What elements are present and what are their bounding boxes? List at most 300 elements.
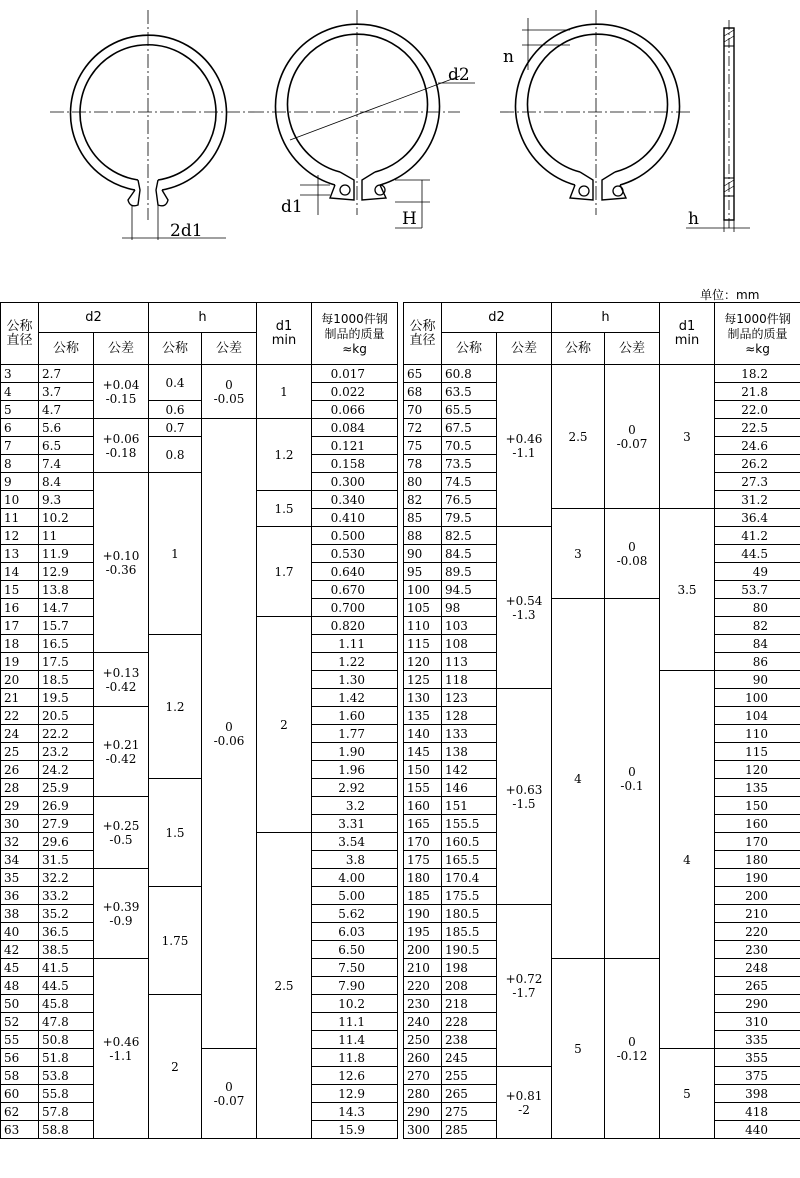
mass-cell: 7.50 xyxy=(312,959,398,977)
mass-cell: 355 xyxy=(715,1049,800,1067)
header-d1-min: min xyxy=(674,332,700,348)
diameter-cell: 88 xyxy=(404,527,442,545)
label-H: H xyxy=(402,209,417,229)
diameter-cell: 280 xyxy=(404,1085,442,1103)
diameter-cell: 11 xyxy=(1,509,39,527)
diameter-cell: 22 xyxy=(1,707,39,725)
h-nominal-cell: 3 xyxy=(552,509,605,599)
mass-cell: 3.54 xyxy=(312,833,398,851)
spec-table-left xyxy=(0,302,398,1139)
header-d1 xyxy=(660,303,715,365)
table-row xyxy=(1,635,398,653)
diameter-cell: 185 xyxy=(404,887,442,905)
diameter-cell: 65 xyxy=(404,365,442,383)
table-row xyxy=(1,419,398,437)
d1-cell: 4 xyxy=(660,671,715,1049)
d2-nominal-cell: 208 xyxy=(442,977,497,995)
diameter-cell: 3 xyxy=(1,365,39,383)
table-row xyxy=(1,887,398,905)
header-d2-tolerance: 公差 xyxy=(94,333,149,365)
d2-nominal-cell: 3.7 xyxy=(39,383,94,401)
mass-cell: 12.9 xyxy=(312,1085,398,1103)
d2-nominal-cell: 45.8 xyxy=(39,995,94,1013)
d2-nominal-cell: 76.5 xyxy=(442,491,497,509)
mass-cell: 84 xyxy=(715,635,800,653)
header-d2-nominal: 公称 xyxy=(442,333,497,365)
diameter-cell: 13 xyxy=(1,545,39,563)
diameter-cell: 180 xyxy=(404,869,442,887)
diameter-cell: 260 xyxy=(404,1049,442,1067)
diameter-cell: 220 xyxy=(404,977,442,995)
mass-cell: 110 xyxy=(715,725,800,743)
d2-nominal-cell: 50.8 xyxy=(39,1031,94,1049)
diameter-cell: 5 xyxy=(1,401,39,419)
d2-nominal-cell: 79.5 xyxy=(442,509,497,527)
d2-nominal-cell: 53.8 xyxy=(39,1067,94,1085)
d2-nominal-cell: 146 xyxy=(442,779,497,797)
d2-tolerance-cell: +0.21 -0.42 xyxy=(94,707,149,797)
d2-nominal-cell: 13.8 xyxy=(39,581,94,599)
mass-cell: 150 xyxy=(715,797,800,815)
mass-cell: 0.084 xyxy=(312,419,398,437)
diameter-cell: 56 xyxy=(1,1049,39,1067)
mass-cell: 86 xyxy=(715,653,800,671)
header-mass: 每1000件钢 制品的质量 ≈kg xyxy=(715,303,800,365)
header-h: h xyxy=(149,303,257,333)
mass-cell: 11.4 xyxy=(312,1031,398,1049)
d2-nominal-cell: 7.4 xyxy=(39,455,94,473)
diameter-cell: 140 xyxy=(404,725,442,743)
d2-nominal-cell: 33.2 xyxy=(39,887,94,905)
d2-tolerance-cell: +0.06 -0.18 xyxy=(94,419,149,473)
diameter-cell: 240 xyxy=(404,1013,442,1031)
d2-tolerance-cell: +0.25 -0.5 xyxy=(94,797,149,869)
mass-cell: 200 xyxy=(715,887,800,905)
mass-cell: 170 xyxy=(715,833,800,851)
diameter-cell: 63 xyxy=(1,1121,39,1139)
d2-nominal-cell: 11.9 xyxy=(39,545,94,563)
diameter-cell: 100 xyxy=(404,581,442,599)
header-d1-symbol: d1 xyxy=(678,318,696,334)
mass-cell: 0.017 xyxy=(312,365,398,383)
d2-nominal-cell: 8.4 xyxy=(39,473,94,491)
d2-nominal-cell: 170.4 xyxy=(442,869,497,887)
h-tolerance-cell: 0 -0.07 xyxy=(202,1049,257,1139)
mass-cell: 5.62 xyxy=(312,905,398,923)
mass-cell: 10.2 xyxy=(312,995,398,1013)
mass-cell: 230 xyxy=(715,941,800,959)
h-nominal-cell: 2.5 xyxy=(552,365,605,509)
d2-tolerance-cell: +0.10 -0.36 xyxy=(94,473,149,653)
mass-cell: 310 xyxy=(715,1013,800,1031)
d1-cell: 1.7 xyxy=(257,527,312,617)
d2-nominal-cell: 4.7 xyxy=(39,401,94,419)
diameter-cell: 10 xyxy=(1,491,39,509)
d2-nominal-cell: 84.5 xyxy=(442,545,497,563)
d2-nominal-cell: 82.5 xyxy=(442,527,497,545)
mass-cell: 0.530 xyxy=(312,545,398,563)
d2-nominal-cell: 10.2 xyxy=(39,509,94,527)
d1-cell: 1.5 xyxy=(257,491,312,527)
mass-cell: 1.96 xyxy=(312,761,398,779)
header-d2: d2 xyxy=(442,303,552,333)
mass-cell: 44.5 xyxy=(715,545,800,563)
ring-drawing-3 xyxy=(500,10,690,215)
h-nominal-cell: 1 xyxy=(149,473,202,635)
table-row xyxy=(1,779,398,797)
technical-drawing xyxy=(0,0,800,260)
d2-nominal-cell: 23.2 xyxy=(39,743,94,761)
diameter-cell: 68 xyxy=(404,383,442,401)
mass-cell: 210 xyxy=(715,905,800,923)
diameter-cell: 24 xyxy=(1,725,39,743)
d2-nominal-cell: 67.5 xyxy=(442,419,497,437)
d2-nominal-cell: 19.5 xyxy=(39,689,94,707)
header-mass: 每1000件钢 制品的质量 ≈kg xyxy=(312,303,398,365)
mass-cell: 36.4 xyxy=(715,509,800,527)
mass-cell: 0.670 xyxy=(312,581,398,599)
d2-nominal-cell: 98 xyxy=(442,599,497,617)
diameter-cell: 15 xyxy=(1,581,39,599)
diameter-cell: 58 xyxy=(1,1067,39,1085)
d2-tolerance-cell: +0.81 -2 xyxy=(497,1067,552,1139)
d2-nominal-cell: 255 xyxy=(442,1067,497,1085)
d2-tolerance-cell: +0.13 -0.42 xyxy=(94,653,149,707)
header-h-nominal: 公称 xyxy=(149,333,202,365)
mass-cell: 0.022 xyxy=(312,383,398,401)
d2-tolerance-cell: +0.04 -0.15 xyxy=(94,365,149,419)
d2-nominal-cell: 108 xyxy=(442,635,497,653)
diameter-cell: 175 xyxy=(404,851,442,869)
diameter-cell: 75 xyxy=(404,437,442,455)
d2-nominal-cell: 65.5 xyxy=(442,401,497,419)
h-nominal-cell: 1.75 xyxy=(149,887,202,995)
d2-nominal-cell: 245 xyxy=(442,1049,497,1067)
mass-cell: 0.410 xyxy=(312,509,398,527)
diameter-cell: 4 xyxy=(1,383,39,401)
mass-cell: 0.700 xyxy=(312,599,398,617)
d2-nominal-cell: 190.5 xyxy=(442,941,497,959)
h-tolerance-cell: 0 -0.07 xyxy=(605,365,660,509)
diameter-cell: 25 xyxy=(1,743,39,761)
h-nominal-cell: 1.2 xyxy=(149,635,202,779)
d2-nominal-cell: 165.5 xyxy=(442,851,497,869)
d2-nominal-cell: 94.5 xyxy=(442,581,497,599)
d2-nominal-cell: 31.5 xyxy=(39,851,94,869)
d2-nominal-cell: 29.6 xyxy=(39,833,94,851)
mass-cell: 18.2 xyxy=(715,365,800,383)
h-nominal-cell: 0.4 xyxy=(149,365,202,401)
d2-nominal-cell: 26.9 xyxy=(39,797,94,815)
d2-nominal-cell: 9.3 xyxy=(39,491,94,509)
d2-nominal-cell: 265 xyxy=(442,1085,497,1103)
diameter-cell: 120 xyxy=(404,653,442,671)
mass-cell: 3.31 xyxy=(312,815,398,833)
header-d2: d2 xyxy=(39,303,149,333)
mass-cell: 135 xyxy=(715,779,800,797)
d1-cell: 3.5 xyxy=(660,509,715,671)
d2-nominal-cell: 2.7 xyxy=(39,365,94,383)
diameter-cell: 95 xyxy=(404,563,442,581)
h-nominal-cell: 4 xyxy=(552,599,605,959)
d2-nominal-cell: 63.5 xyxy=(442,383,497,401)
diameter-cell: 195 xyxy=(404,923,442,941)
d2-nominal-cell: 133 xyxy=(442,725,497,743)
diameter-cell: 70 xyxy=(404,401,442,419)
diameter-cell: 17 xyxy=(1,617,39,635)
d1-cell: 1 xyxy=(257,365,312,419)
diameter-cell: 9 xyxy=(1,473,39,491)
diameter-cell: 170 xyxy=(404,833,442,851)
d2-nominal-cell: 74.5 xyxy=(442,473,497,491)
diameter-cell: 110 xyxy=(404,617,442,635)
d2-nominal-cell: 155.5 xyxy=(442,815,497,833)
table-row xyxy=(404,509,800,527)
mass-cell: 1.60 xyxy=(312,707,398,725)
mass-cell: 0.300 xyxy=(312,473,398,491)
d1-cell: 3 xyxy=(660,365,715,509)
d2-nominal-cell: 73.5 xyxy=(442,455,497,473)
diameter-cell: 130 xyxy=(404,689,442,707)
diameter-cell: 90 xyxy=(404,545,442,563)
mass-cell: 180 xyxy=(715,851,800,869)
h-nominal-cell: 0.7 xyxy=(149,419,202,437)
d2-nominal-cell: 18.5 xyxy=(39,671,94,689)
diameter-cell: 34 xyxy=(1,851,39,869)
mass-cell: 0.640 xyxy=(312,563,398,581)
h-nominal-cell: 1.5 xyxy=(149,779,202,887)
diameter-cell: 12 xyxy=(1,527,39,545)
d2-nominal-cell: 89.5 xyxy=(442,563,497,581)
diameter-cell: 28 xyxy=(1,779,39,797)
mass-cell: 24.6 xyxy=(715,437,800,455)
h-tolerance-cell: 0 -0.06 xyxy=(202,419,257,1049)
diameter-cell: 125 xyxy=(404,671,442,689)
d2-tolerance-cell: +0.46 -1.1 xyxy=(497,365,552,527)
header-nominal-diameter: 公称 直径 xyxy=(404,303,442,365)
diameter-cell: 55 xyxy=(1,1031,39,1049)
d2-nominal-cell: 24.2 xyxy=(39,761,94,779)
table-row xyxy=(1,365,398,383)
mass-cell: 82 xyxy=(715,617,800,635)
d2-nominal-cell: 160.5 xyxy=(442,833,497,851)
ring-drawing-2 xyxy=(250,10,475,228)
h-tolerance-cell: 0 -0.08 xyxy=(605,509,660,599)
diameter-cell: 32 xyxy=(1,833,39,851)
mass-cell: 1.42 xyxy=(312,689,398,707)
header-h: h xyxy=(552,303,660,333)
mass-cell: 115 xyxy=(715,743,800,761)
header-d2-nominal: 公称 xyxy=(39,333,94,365)
diameter-cell: 105 xyxy=(404,599,442,617)
diameter-cell: 42 xyxy=(1,941,39,959)
d2-nominal-cell: 128 xyxy=(442,707,497,725)
mass-cell: 22.0 xyxy=(715,401,800,419)
diameter-cell: 270 xyxy=(404,1067,442,1085)
d2-nominal-cell: 36.5 xyxy=(39,923,94,941)
mass-cell: 15.9 xyxy=(312,1121,398,1139)
diameter-cell: 62 xyxy=(1,1103,39,1121)
diameter-cell: 165 xyxy=(404,815,442,833)
d2-nominal-cell: 14.7 xyxy=(39,599,94,617)
d2-nominal-cell: 123 xyxy=(442,689,497,707)
diameter-cell: 16 xyxy=(1,599,39,617)
h-nominal-cell: 5 xyxy=(552,959,605,1139)
d2-tolerance-cell: +0.63 -1.5 xyxy=(497,689,552,905)
mass-cell: 0.121 xyxy=(312,437,398,455)
d2-nominal-cell: 22.2 xyxy=(39,725,94,743)
d2-nominal-cell: 185.5 xyxy=(442,923,497,941)
table-row xyxy=(404,365,800,383)
d2-nominal-cell: 17.5 xyxy=(39,653,94,671)
mass-cell: 375 xyxy=(715,1067,800,1085)
h-tolerance-cell: 0 -0.12 xyxy=(605,959,660,1139)
d2-nominal-cell: 41.5 xyxy=(39,959,94,977)
d2-nominal-cell: 35.2 xyxy=(39,905,94,923)
diameter-cell: 36 xyxy=(1,887,39,905)
diameter-cell: 72 xyxy=(404,419,442,437)
label-n: n xyxy=(503,47,514,67)
mass-cell: 418 xyxy=(715,1103,800,1121)
d2-nominal-cell: 228 xyxy=(442,1013,497,1031)
header-d1-symbol: d1 xyxy=(275,318,293,334)
unit-label: 单位：mm xyxy=(700,288,760,302)
mass-cell: 14.3 xyxy=(312,1103,398,1121)
diameter-cell: 60 xyxy=(1,1085,39,1103)
d2-tolerance-cell: +0.39 -0.9 xyxy=(94,869,149,959)
mass-cell: 1.77 xyxy=(312,725,398,743)
diameter-cell: 38 xyxy=(1,905,39,923)
diameter-cell: 50 xyxy=(1,995,39,1013)
mass-cell: 53.7 xyxy=(715,581,800,599)
diameter-cell: 18 xyxy=(1,635,39,653)
diameter-cell: 52 xyxy=(1,1013,39,1031)
mass-cell: 248 xyxy=(715,959,800,977)
diameter-cell: 150 xyxy=(404,761,442,779)
diameter-cell: 78 xyxy=(404,455,442,473)
d2-nominal-cell: 5.6 xyxy=(39,419,94,437)
d2-nominal-cell: 6.5 xyxy=(39,437,94,455)
d2-nominal-cell: 218 xyxy=(442,995,497,1013)
diameter-cell: 21 xyxy=(1,689,39,707)
d2-nominal-cell: 58.8 xyxy=(39,1121,94,1139)
diameter-cell: 35 xyxy=(1,869,39,887)
mass-cell: 90 xyxy=(715,671,800,689)
diameter-cell: 230 xyxy=(404,995,442,1013)
h-nominal-cell: 0.6 xyxy=(149,401,202,419)
d2-nominal-cell: 175.5 xyxy=(442,887,497,905)
h-tolerance-cell: 0 -0.1 xyxy=(605,599,660,959)
d2-nominal-cell: 57.8 xyxy=(39,1103,94,1121)
mass-cell: 265 xyxy=(715,977,800,995)
d2-nominal-cell: 55.8 xyxy=(39,1085,94,1103)
d2-nominal-cell: 60.8 xyxy=(442,365,497,383)
label-2d1: 2d1 xyxy=(170,221,203,241)
mass-cell: 335 xyxy=(715,1031,800,1049)
mass-cell: 398 xyxy=(715,1085,800,1103)
mass-cell: 1.11 xyxy=(312,635,398,653)
d1-cell: 5 xyxy=(660,1049,715,1139)
mass-cell: 3.8 xyxy=(312,851,398,869)
d1-cell: 2.5 xyxy=(257,833,312,1139)
diameter-cell: 290 xyxy=(404,1103,442,1121)
d2-nominal-cell: 275 xyxy=(442,1103,497,1121)
mass-cell: 41.2 xyxy=(715,527,800,545)
mass-cell: 1.22 xyxy=(312,653,398,671)
h-nominal-cell: 2 xyxy=(149,995,202,1139)
diameter-cell: 45 xyxy=(1,959,39,977)
side-view-drawing xyxy=(686,20,750,232)
header-d1 xyxy=(257,303,312,365)
diameter-cell: 20 xyxy=(1,671,39,689)
d2-nominal-cell: 103 xyxy=(442,617,497,635)
mass-cell: 26.2 xyxy=(715,455,800,473)
d2-nominal-cell: 20.5 xyxy=(39,707,94,725)
d2-tolerance-cell: +0.72 -1.7 xyxy=(497,905,552,1067)
spec-table-right xyxy=(403,302,800,1139)
header-h-nominal: 公称 xyxy=(552,333,605,365)
mass-cell: 120 xyxy=(715,761,800,779)
mass-cell: 11.1 xyxy=(312,1013,398,1031)
mass-cell: 27.3 xyxy=(715,473,800,491)
d2-nominal-cell: 27.9 xyxy=(39,815,94,833)
diameter-cell: 7 xyxy=(1,437,39,455)
header-h-tolerance: 公差 xyxy=(202,333,257,365)
mass-cell: 190 xyxy=(715,869,800,887)
ring-drawing-1 xyxy=(50,10,250,240)
table-row xyxy=(1,401,398,419)
diameter-cell: 26 xyxy=(1,761,39,779)
d2-tolerance-cell: +0.46 -1.1 xyxy=(94,959,149,1139)
d2-nominal-cell: 142 xyxy=(442,761,497,779)
d2-nominal-cell: 38.5 xyxy=(39,941,94,959)
mass-cell: 80 xyxy=(715,599,800,617)
header-h-tolerance: 公差 xyxy=(605,333,660,365)
diameter-cell: 48 xyxy=(1,977,39,995)
d2-nominal-cell: 16.5 xyxy=(39,635,94,653)
diameter-cell: 300 xyxy=(404,1121,442,1139)
diameter-cell: 145 xyxy=(404,743,442,761)
diameter-cell: 8 xyxy=(1,455,39,473)
mass-cell: 220 xyxy=(715,923,800,941)
mass-cell: 7.90 xyxy=(312,977,398,995)
d2-nominal-cell: 32.2 xyxy=(39,869,94,887)
table-row xyxy=(1,473,398,491)
diameter-cell: 115 xyxy=(404,635,442,653)
d2-nominal-cell: 12.9 xyxy=(39,563,94,581)
d2-nominal-cell: 51.8 xyxy=(39,1049,94,1067)
mass-cell: 2.92 xyxy=(312,779,398,797)
mass-cell: 0.340 xyxy=(312,491,398,509)
d2-nominal-cell: 47.8 xyxy=(39,1013,94,1031)
label-d1: d1 xyxy=(281,197,303,217)
diameter-cell: 82 xyxy=(404,491,442,509)
header-nominal-diameter: 公称 直径 xyxy=(1,303,39,365)
mass-cell: 6.50 xyxy=(312,941,398,959)
mass-cell: 440 xyxy=(715,1121,800,1139)
mass-cell: 0.066 xyxy=(312,401,398,419)
mass-cell: 1.30 xyxy=(312,671,398,689)
mass-cell: 31.2 xyxy=(715,491,800,509)
d2-nominal-cell: 285 xyxy=(442,1121,497,1139)
diameter-cell: 85 xyxy=(404,509,442,527)
mass-cell: 0.500 xyxy=(312,527,398,545)
d2-nominal-cell: 25.9 xyxy=(39,779,94,797)
mass-cell: 3.2 xyxy=(312,797,398,815)
diameter-cell: 19 xyxy=(1,653,39,671)
d2-nominal-cell: 15.7 xyxy=(39,617,94,635)
mass-cell: 49 xyxy=(715,563,800,581)
